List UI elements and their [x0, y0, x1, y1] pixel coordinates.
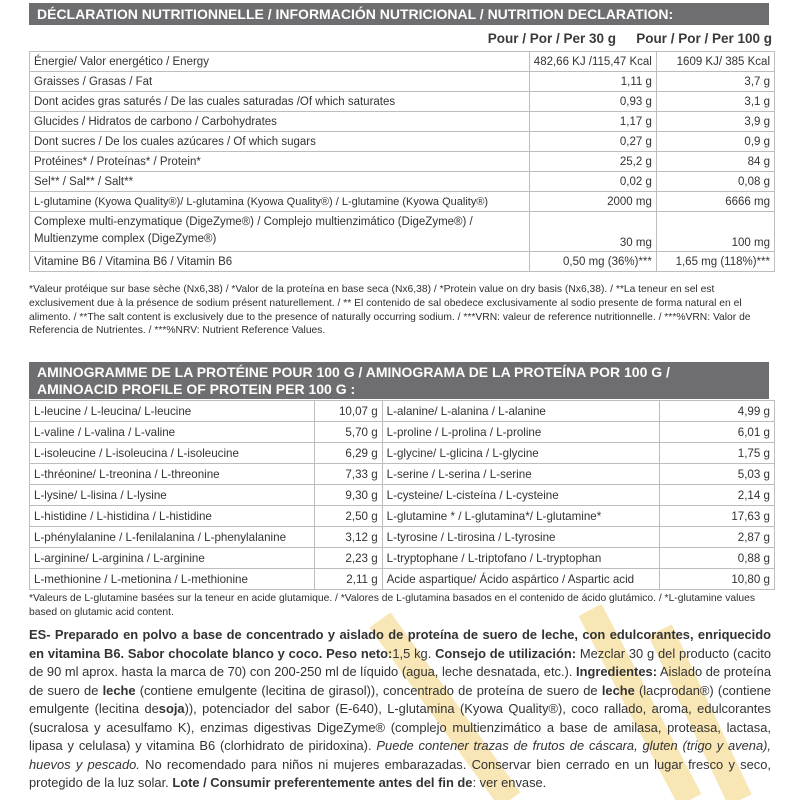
- amino-label: L-methionine / L-metionina / L-methionine: [30, 569, 315, 590]
- amino-value: 2,14 g: [660, 485, 775, 506]
- amino-row: [30, 401, 775, 422]
- lote-label: Lote / Consumir preferentemente antes del fin de: [172, 775, 473, 790]
- amino-row: [30, 548, 775, 569]
- amino-value: 7,33 g: [314, 464, 382, 485]
- value-30g: 0,02 g: [529, 172, 656, 192]
- amino-value: 2,11 g: [314, 569, 382, 590]
- value-30g: 1,11 g: [529, 72, 656, 92]
- nutrient-label: Dont acides gras saturés / De las cuales saturadas /Of which saturates: [30, 92, 530, 112]
- nutrient-label: Dont sucres / De los cuales azúcares / Of which sugars: [30, 132, 530, 152]
- amino-label: L-glutamine * / L-glutamina*/ L-glutamine*: [382, 506, 660, 527]
- nutrient-label: Complexe multi-enzymatique (DigeZyme®) / Complejo multienzimático (DigeZyme®) / Multienzyme complex (DigeZyme®): [30, 212, 530, 252]
- allergen-leche: leche: [102, 682, 136, 698]
- amino-value: 17,63 g: [660, 506, 775, 527]
- nutrition-footnote: *Valeur protéique sur base sèche (Nx6,38) / *Valor de la proteína en base seca (Nx6,38) / *Protein value on dry basis (Nx6,38). / **La teneur en sel est exclusivement due à la présence de sodium présent naturellement. / ** El contenido de sal obedece exclusivamente al sodio presente de forma natural en el alimento. / **The salt content is exclusively due to the presence of naturally occurring sodium. / ***VRN: valeur de reference nutritionnelle. / ***%VRN: Valor de Referencia de Nutrientes. / ***%NRV: Nutrient Reference Values.: [29, 284, 751, 337]
- nutrient-label: Protéines* / Proteínas* / Protein*: [30, 152, 530, 172]
- ingredients-a: Aislado de proteína de suero de: [29, 664, 772, 698]
- amino-value: 4,99 g: [660, 401, 775, 422]
- value-30g: 30 mg: [529, 212, 656, 252]
- nutrition-row: [30, 172, 775, 192]
- amino-value: 1,75 g: [660, 443, 775, 464]
- amino-table: [29, 400, 775, 590]
- value-100g: 6666 mg: [656, 192, 774, 212]
- value-30g: 2000 mg: [529, 192, 656, 212]
- value-100g: 1,65 mg (118%)***: [656, 252, 774, 272]
- amino-value: 2,50 g: [314, 506, 382, 527]
- amino-header-line2: AMINOACID PROFILE OF PROTEIN PER 100 G :: [37, 381, 356, 397]
- amino-header: [29, 362, 769, 399]
- consejo-text: Mezclar 30 g del producto (cacito de 90 ml aprox. hasta la marca de 70) con 200-250 ml de líquido (agua, leche desnatada, etc.).: [29, 645, 771, 679]
- column-header-100g: Pour / Por / Per 100 g: [636, 31, 772, 46]
- amino-value: 10,07 g: [314, 401, 382, 422]
- es-intro: ES- Preparado en polvo a base de concentrado y aislado de proteína de suero de leche, con edulcorantes, enriquecido en vitamina B6. Sabor chocolate blanco y coco.: [29, 627, 771, 661]
- amino-label: L-phénylalanine / L-fenilalanina / L-phenylalanine: [30, 527, 315, 548]
- lote-text: : ver envase.: [472, 775, 547, 790]
- nutrition-row: [30, 52, 775, 72]
- value-30g: 25,2 g: [529, 152, 656, 172]
- amino-label: L-arginine/ L-arginina / L-arginine: [30, 548, 315, 569]
- nutrition-row: [30, 152, 775, 172]
- nutrient-label: Glucides / Hidratos de carbono / Carbohydrates: [30, 112, 530, 132]
- column-header-30g: Pour / Por / Per 30 g: [487, 31, 616, 46]
- amino-label: L-cysteine/ L-cisteína / L-cysteine: [382, 485, 660, 506]
- nutrition-header: DÉCLARATION NUTRITIONNELLE / INFORMACIÓN NUTRICIONAL / NUTRITION DECLARATION:: [29, 3, 769, 25]
- value-30g: 0,27 g: [529, 132, 656, 152]
- amino-label: L-glycine/ L-glicina / L-glycine: [382, 443, 660, 464]
- amino-footnote: *Valeurs de L-glutamine basées sur la teneur en acide glutamique. / *Valores de L-glutamina basados en el contenido de ácido glutámico. / *L-glutamine values based on glutamic acid content.: [29, 593, 755, 618]
- value-100g: 3,1 g: [656, 92, 774, 112]
- nutrition-row: [30, 192, 775, 212]
- amino-label: L-proline / L-prolina / L-proline: [382, 422, 660, 443]
- value-100g: 0,08 g: [656, 172, 774, 192]
- nutrition-row: [30, 212, 775, 252]
- peso-value: 1,5 kg.: [392, 645, 432, 661]
- nutrient-label: Vitamine B6 / Vitamina B6 / Vitamin B6: [30, 252, 530, 272]
- amino-value: 0,88 g: [660, 548, 775, 569]
- consejo-label: Consejo de utilización:: [435, 645, 577, 661]
- amino-value: 3,12 g: [314, 527, 382, 548]
- ingredientes-label: Ingredientes:: [576, 664, 657, 679]
- value-30g: 0,50 mg (36%)***: [529, 252, 656, 272]
- trazas-text: Puede contener trazas de frutos de cáscara, gluten (trigo y avena), huevos y pescado.: [29, 738, 771, 772]
- value-100g: 1609 KJ/ 385 Kcal: [656, 52, 774, 72]
- amino-value: 9,30 g: [314, 485, 382, 506]
- amino-row: [30, 422, 775, 443]
- nutrition-row: [30, 132, 775, 152]
- value-100g: 3,9 g: [656, 112, 774, 132]
- amino-value: 5,70 g: [314, 422, 382, 443]
- nutrient-label: Sel** / Sal** / Salt**: [30, 172, 530, 192]
- amino-row: [30, 443, 775, 464]
- amino-label: L-leucine / L-leucina/ L-leucine: [30, 401, 315, 422]
- nutrient-label: L-glutamine (Kyowa Quality®)/ L-glutamina (Kyowa Quality®) / L-glutamine (Kyowa Quality®): [30, 192, 530, 212]
- value-100g: 3,7 g: [656, 72, 774, 92]
- nutrient-label: Graisses / Grasas / Fat: [30, 72, 530, 92]
- amino-label: Acide aspartique/ Ácido aspártico / Aspartic acid: [382, 569, 660, 590]
- value-30g: 1,17 g: [529, 112, 656, 132]
- allergen-leche-2: leche: [601, 682, 635, 698]
- value-100g: 84 g: [656, 152, 774, 172]
- amino-label: L-tryptophane / L-triptofano / L-tryptophan: [382, 548, 660, 569]
- nutrition-table: [29, 51, 775, 272]
- nutrition-row: [30, 112, 775, 132]
- amino-header-line1: AMINOGRAMME DE LA PROTÉINE POUR 100 G / AMINOGRAMA DE LA PROTEÍNA POR 100 G /: [37, 364, 670, 380]
- amino-value: 2,23 g: [314, 548, 382, 569]
- amino-value: 6,01 g: [660, 422, 775, 443]
- amino-label: L-histidine / L-histidina / L-histidine: [30, 506, 315, 527]
- amino-value: 5,03 g: [660, 464, 775, 485]
- ingredients-d: )), potenciador del sabor (E-640), L-glutamina (Kyowa Quality®), coco rallado, aroma, edulcorantes (sucralosa y acesulfamo K), enzimas digestivas DigeZyme® (complejo multienzimático a base de amilasa, proteasa, lactasa, lipasa y celulasa) y vitamina B6 (clorhidrato de piridoxina).: [29, 701, 771, 753]
- amino-value: 10,80 g: [660, 569, 775, 590]
- nutrition-row: [30, 252, 775, 272]
- amino-row: [30, 485, 775, 506]
- ingredients-c: (lacprodan®) (contiene emulgente (lecitina de: [29, 682, 771, 716]
- peso-label: Peso neto:: [326, 645, 393, 661]
- amino-row: [30, 464, 775, 485]
- amino-label: L-serine / L-serina / L-serine: [382, 464, 660, 485]
- amino-label: L-valine / L-valina / L-valine: [30, 422, 315, 443]
- ingredients-b: (contiene emulgente (lecitina de girasol)), concentrado de proteína de suero de: [139, 682, 598, 698]
- amino-value: 6,29 g: [314, 443, 382, 464]
- nutrition-row: [30, 92, 775, 112]
- ingredients-e: No recomendado para niños ni mujeres embarazadas. Conservar bien cerrado en un lugar fresco y seco, protegido de la luz solar.: [29, 756, 771, 790]
- amino-row: [30, 569, 775, 590]
- amino-value: 2,87 g: [660, 527, 775, 548]
- nutrition-row: [30, 72, 775, 92]
- amino-label: L-tyrosine / L-tirosina / L-tyrosine: [382, 527, 660, 548]
- value-30g: 482,66 KJ /115,47 Kcal: [529, 52, 656, 72]
- amino-row: [30, 527, 775, 548]
- nutrient-label: Énergie/ Valor energético / Energy: [30, 52, 530, 72]
- amino-label: L-lysine/ L-lisina / L-lysine: [30, 485, 315, 506]
- allergen-soja: soja: [158, 701, 185, 716]
- amino-row: [30, 506, 775, 527]
- value-30g: 0,93 g: [529, 92, 656, 112]
- value-100g: 0,9 g: [656, 132, 774, 152]
- amino-label: L-isoleucine / L-isoleucina / L-isoleucine: [30, 443, 315, 464]
- amino-label: L-thréonine/ L-treonina / L-threonine: [30, 464, 315, 485]
- amino-label: L-alanine/ L-alanina / L-alanine: [382, 401, 660, 422]
- spanish-description: [29, 626, 771, 793]
- value-100g: 100 mg: [656, 212, 774, 252]
